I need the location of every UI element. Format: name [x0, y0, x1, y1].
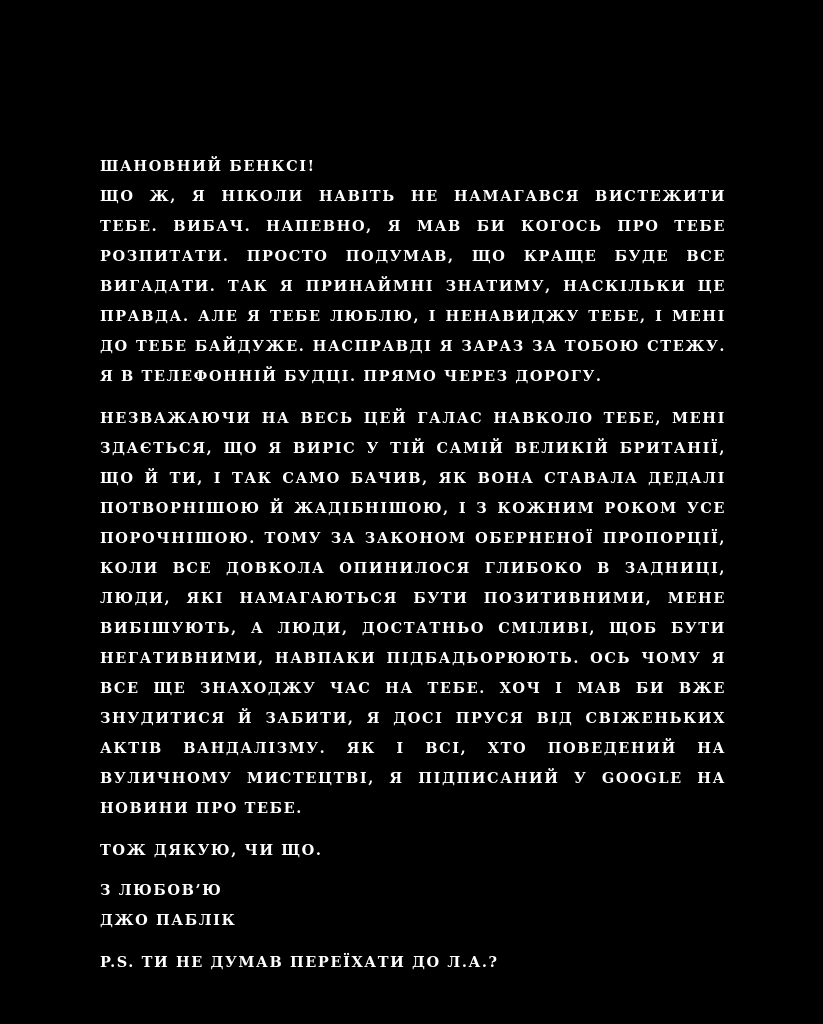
letter-signoff: З ЛЮБОВ’Ю	[100, 882, 223, 899]
letter-thanks: ТОЖ ДЯКУЮ, ЧИ ЩО.	[100, 842, 323, 859]
letter-paragraph-2: НЕЗВАЖАЮЧИ НА ВЕСЬ ЦЕЙ ГАЛАС НАВКОЛО ТЕБЕ, МЕНІ ЗДАЄТЬСЯ, ЩО Я ВИРІС У ТІЙ САМІЙ ВЕЛИКІЙ БРИТАНІЇ, ЩО Й ТИ, І ТАК САМО БАЧИВ, ЯК ВОНА СТАВАЛА ДЕДАЛІ ПОТВОРНІШОЮ Й ЖАДІБНІШОЮ, І З КОЖНИМ РОКОМ УСЕ ПОРОЧНІШОЮ. ТОМУ ЗА ЗАКОНОМ ОБЕРНЕНОЇ ПРОПОРЦІЇ, КОЛИ ВСЕ ДОВКОЛА ОПИНИЛОСЯ ГЛИБОКО В ЗАДНИЦІ, ЛЮДИ, ЯКІ НАМАГАЮТЬСЯ БУТИ ПОЗИТИВНИМИ, МЕНЕ ВИБІШУЮТЬ, А ЛЮДИ, ДОСТАТНЬО СМІЛИВІ, ЩОБ БУТИ НЕГАТИВНИМИ, НАВПАКИ ПІДБАДЬОРЮЮТЬ. ОСЬ ЧОМУ Я ВСЕ ЩЕ ЗНАХОДЖУ ЧАС НА ТЕБЕ. ХОЧ І МАВ БИ ВЖЕ ЗНУДИТИСЯ Й ЗАБИТИ, Я ДОСІ ПРУСЯ ВІД СВІЖЕНЬКИХ АКТІВ ВАНДАЛІЗМУ. ЯК І ВСІ, ХТО ПОВЕДЕНИЙ НА ВУЛИЧНОМУ МИСТЕЦТВІ, Я ПІДПИСАНИЙ У GOOGLE НА НОВИНИ ПРО ТЕБЕ.	[100, 410, 726, 817]
letter-postscript: P.S. ТИ НЕ ДУМАВ ПЕРЕЇХАТИ ДО Л.А.?	[100, 954, 499, 971]
letter-greeting: ШАНОВНИЙ БЕНКСІ!	[100, 158, 316, 175]
letter-paragraph-1: ЩО Ж, Я НІКОЛИ НАВІТЬ НЕ НАМАГАВСЯ ВИСТЕЖИТИ ТЕБЕ. ВИБАЧ. НАПЕВНО, Я МАВ БИ КОГОСЬ ПРО ТЕБЕ РОЗПИТАТИ. ПРОСТО ПОДУМАВ, ЩО КРАЩЕ БУДЕ ВСЕ ВИГАДАТИ. ТАК Я ПРИНАЙМНІ ЗНАТИМУ, НАСКІЛЬКИ ЦЕ ПРАВДА. АЛЕ Я ТЕБЕ ЛЮБЛЮ, І НЕНАВИДЖУ ТЕБЕ, І МЕНІ ДО ТЕБЕ БАЙДУЖЕ. НАСПРАВДІ Я ЗАРАЗ ЗА ТОБОЮ СТЕЖУ. Я В ТЕЛЕФОННІЙ БУДЦІ. ПРЯМО ЧЕРЕЗ ДОРОГУ.	[100, 188, 726, 385]
letter-signature: ДЖО ПАБЛІК	[100, 912, 237, 929]
